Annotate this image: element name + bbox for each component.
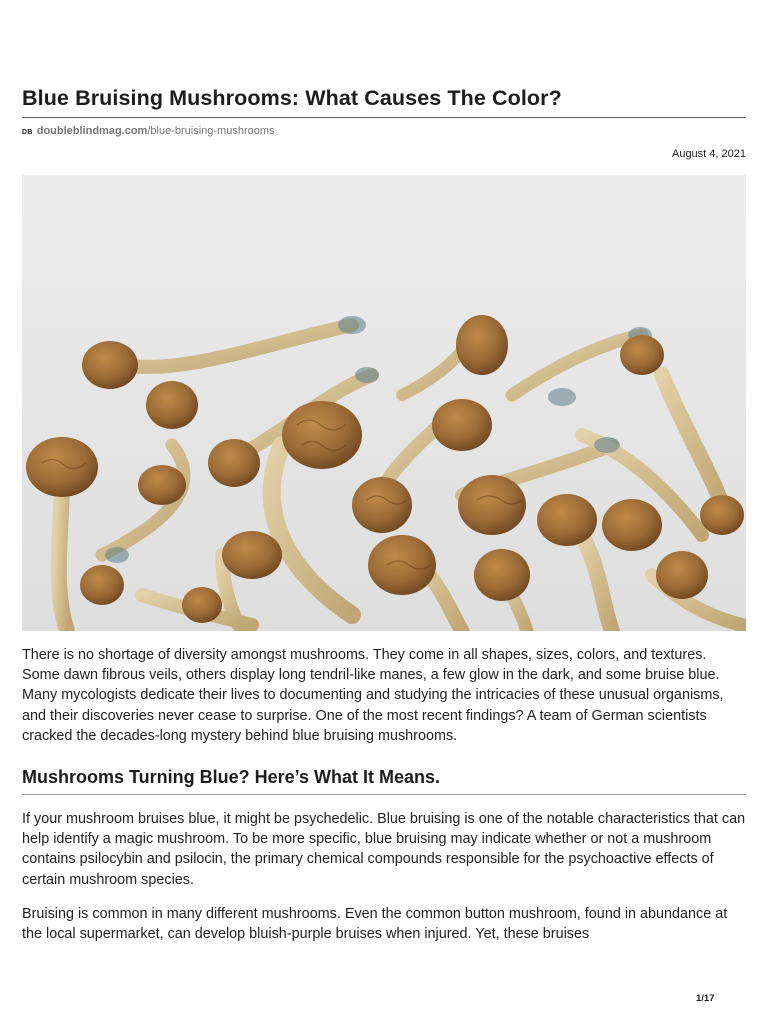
mushrooms-photo <box>22 175 746 631</box>
source-line <box>22 124 275 140</box>
source-domain: doubleblindmag.com <box>36 125 148 137</box>
page-number: 1/17 <box>696 993 715 1004</box>
hero-image <box>22 175 746 631</box>
article-title: Blue Bruising Mushrooms: What Causes The Color? <box>22 86 562 110</box>
source-logo-icon: DB <box>22 129 33 136</box>
heading-divider <box>22 794 746 795</box>
paragraph-bruising-common: Bruising is common in many different mushrooms. Even the common button mushroom, found in abundance at the local supermarket, can develop bluish-purple bruises when injured. Yet, these bruises <box>22 906 728 943</box>
title-divider <box>22 117 746 118</box>
paragraph-blue-bruising: If your mushroom bruises blue, it might be psychedelic. Blue bruising is one of the notable characteristics that can help identify a magic mushroom. To be more specific, blue bruising may indicate whether or not a mushroom contains psilocybin and psilocin, the primary chemical compounds responsible for the psychoactive effects of certain mushroom species. <box>22 811 746 888</box>
publish-date: August 4, 2021 <box>671 148 746 160</box>
source-link[interactable] <box>37 125 275 137</box>
section-heading: Mushrooms Turning Blue? Here’s What It Means. <box>22 767 441 787</box>
source-path: /blue-bruising-mushrooms <box>147 125 275 137</box>
paragraph-intro: There is no shortage of diversity amongst mushrooms. They come in all shapes, sizes, colors, and textures. Some dawn fibrous veils, others display long tendril-like manes, a few glow in the dark, and some bruise blue. Many mycologists dedicate their lives to documenting and studying the intricacies of these unusual organisms, and their discoveries never cease to surprise. One of the most recent findings? A team of German scientists cracked the decades-long mystery behind blue bruising mushrooms. <box>22 647 724 744</box>
